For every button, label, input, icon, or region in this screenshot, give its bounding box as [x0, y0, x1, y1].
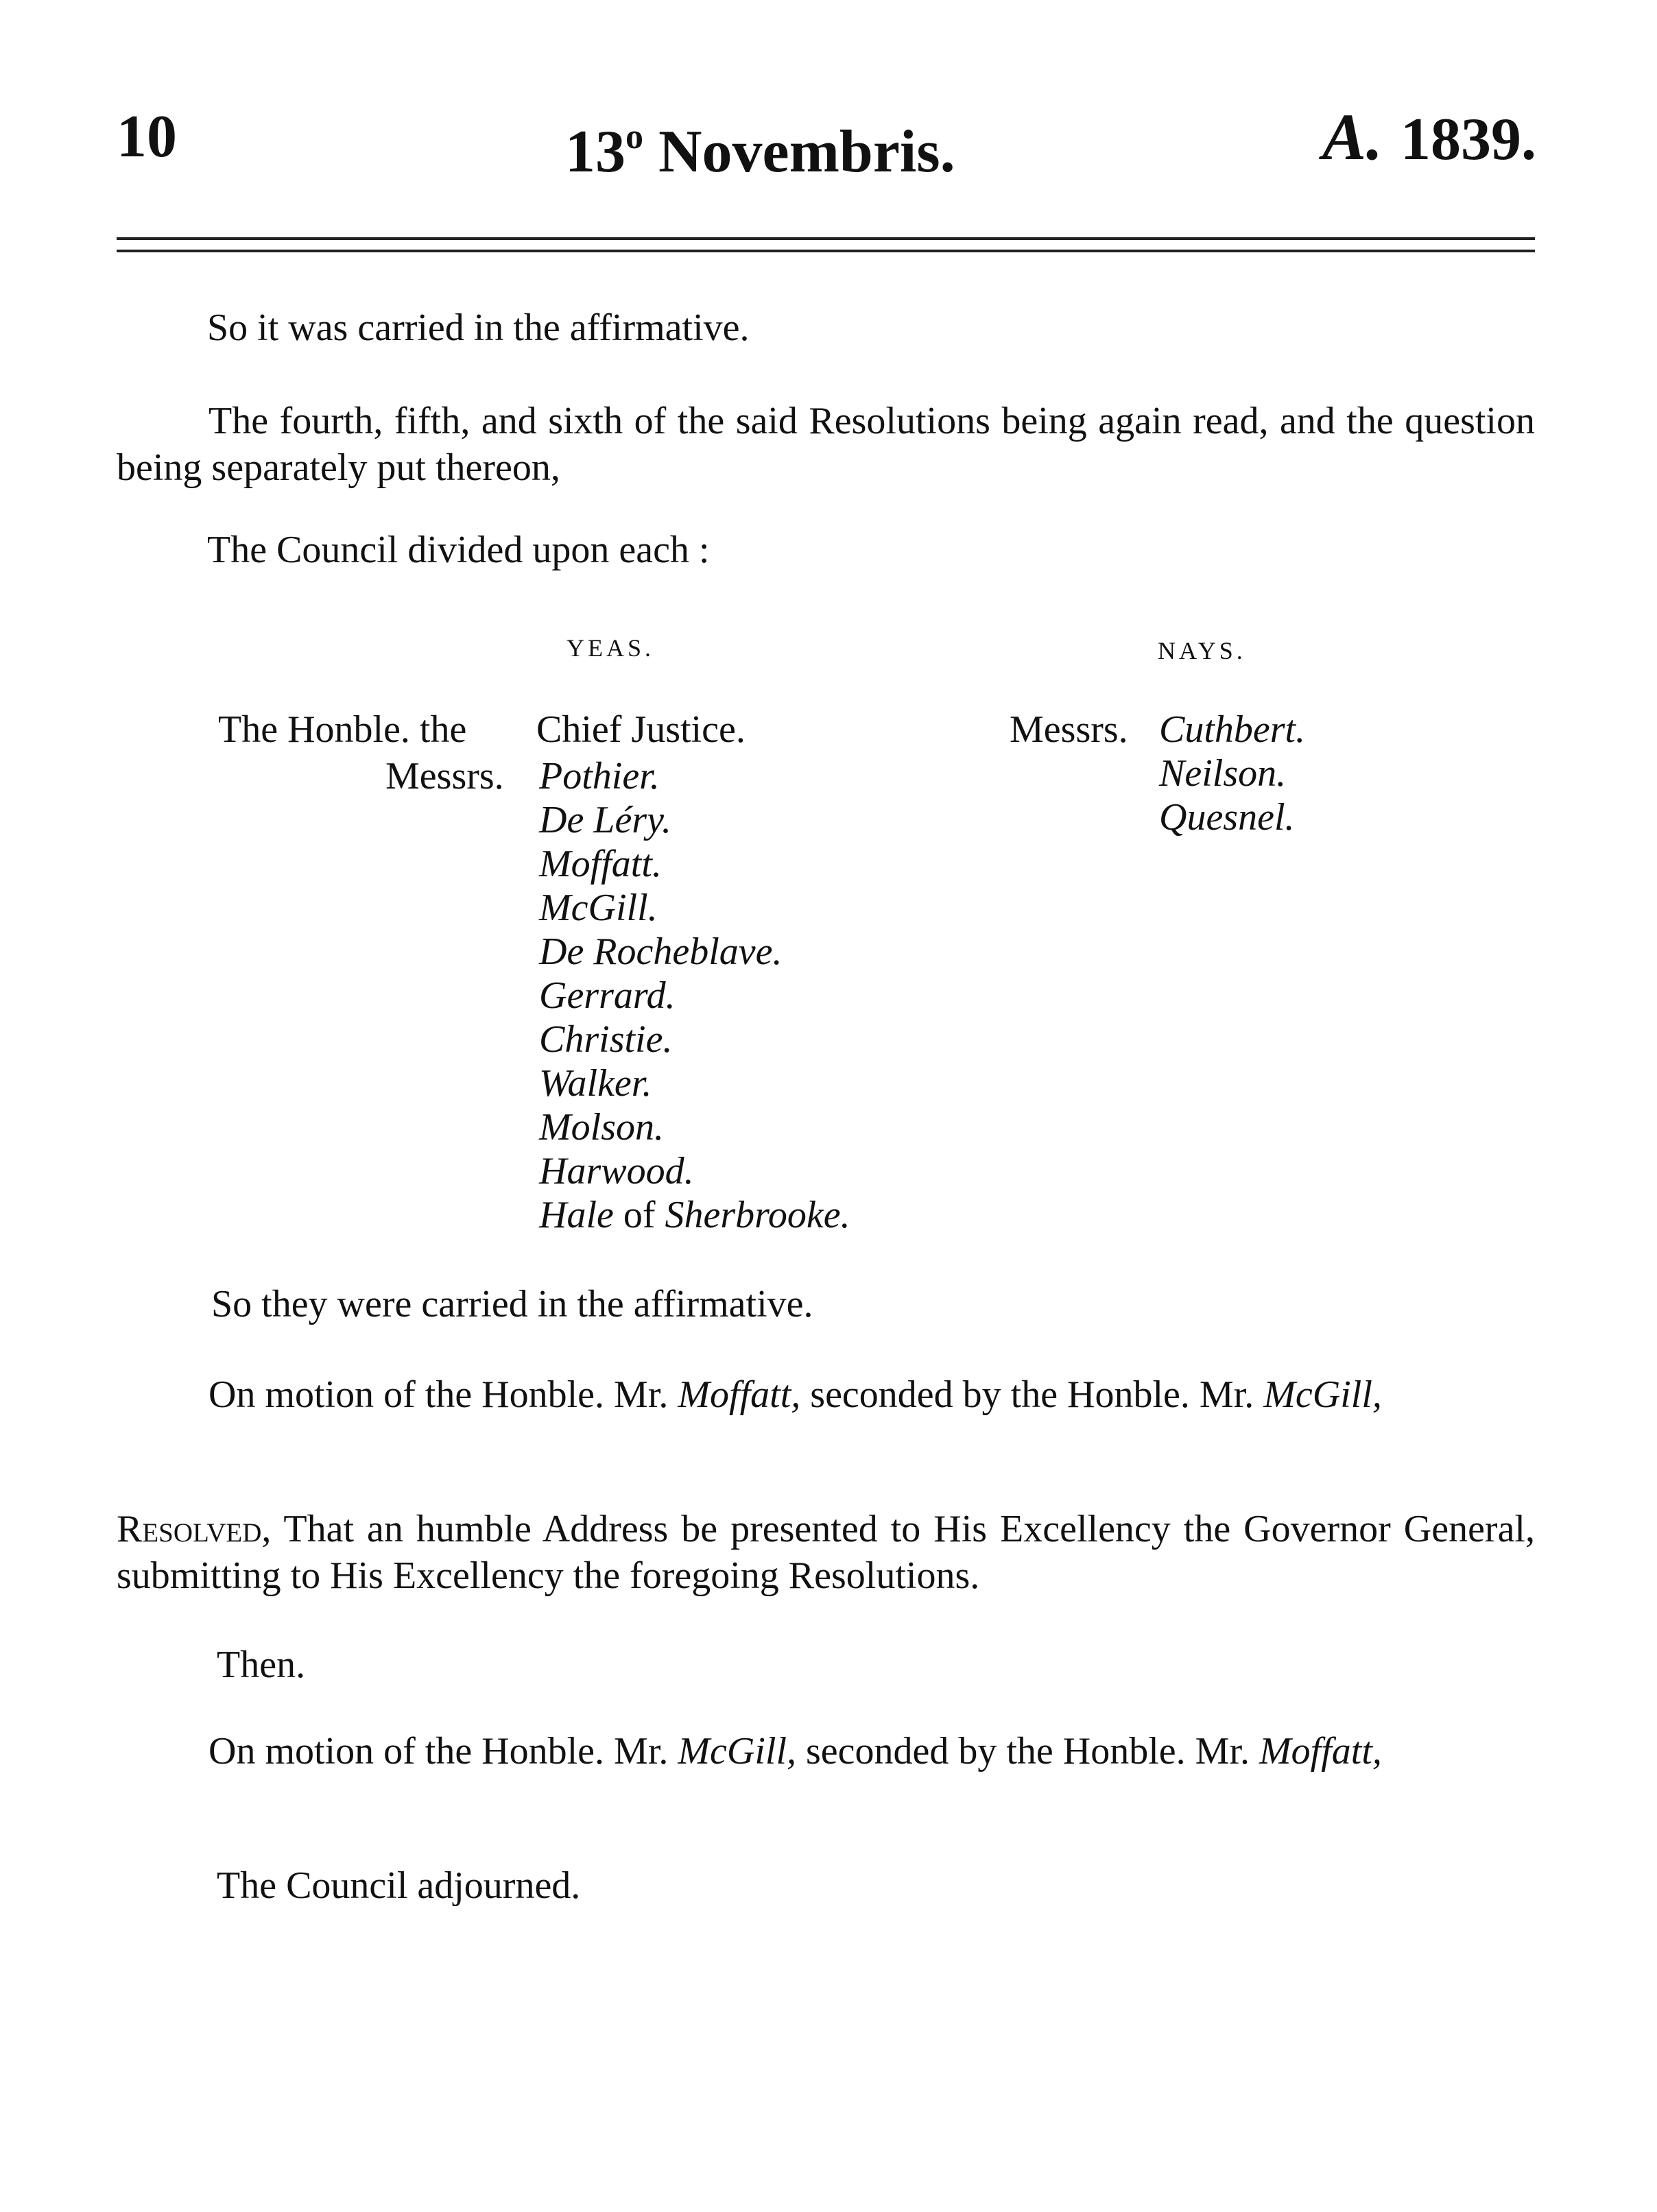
paragraph-resolutions-read: [117, 398, 1535, 491]
paragraph-adjourned: The Council adjourned.: [217, 1864, 581, 1907]
yeas-name: Walker.: [539, 1062, 652, 1105]
paragraph-council-divided: The Council divided upon each :: [207, 529, 710, 571]
paragraph-carried-1: So it was carried in the affirmative.: [207, 306, 750, 349]
paragraph-carried-2: So they were carried in the affirmative.: [211, 1283, 813, 1325]
header-rule-top: [117, 237, 1535, 240]
paragraph-resolutions-text: The fourth, fifth, and sixth of the said Resolutions being again read, and the question being separately put thereon,: [117, 400, 1535, 489]
motion-2-mover: McGill,: [678, 1730, 797, 1772]
motion-1-mover: Moffatt,: [678, 1373, 801, 1416]
yeas-last-place: Sherbrooke.: [665, 1194, 850, 1236]
nays-heading: NAYS.: [1158, 637, 1246, 664]
yeas-name: Gerrard.: [539, 974, 676, 1017]
motion-1-seconder: McGill,: [1263, 1373, 1382, 1416]
year: 1839.: [1400, 106, 1536, 173]
motion-1-seconded: seconded by the Honble. Mr.: [810, 1373, 1254, 1416]
yeas-name: McGill.: [539, 887, 658, 929]
paragraph-then: Then.: [217, 1644, 306, 1686]
yeas-messrs-label: Messrs.: [385, 755, 504, 797]
motion-2-seconder: Moffatt,: [1259, 1730, 1382, 1772]
resolved-text: That an humble Address be presented to His Excellency the Governor General, submitting to His Excellency the foregoing Resolutions.: [117, 1508, 1535, 1597]
page-number: 10: [117, 104, 177, 170]
header-rule-bottom: [117, 250, 1535, 252]
motion-1-text: On motion of the Honble. Mr.: [208, 1373, 669, 1416]
yeas-name: Christie.: [539, 1018, 673, 1061]
resolved-paragraph: [117, 1506, 1535, 1599]
yeas-last-name: Hale: [539, 1194, 614, 1236]
nays-name: Quesnel.: [1159, 796, 1295, 839]
nays-messrs-label: Messrs.: [1010, 708, 1128, 751]
date-month: Novembris.: [658, 119, 955, 185]
page-date-title: [565, 103, 955, 187]
nays-name: Cuthbert.: [1159, 708, 1306, 751]
motion-2-seconded: seconded by the Honble. Mr.: [806, 1730, 1250, 1772]
motion-1-line: [117, 1371, 1535, 1418]
nays-name: Neilson.: [1159, 752, 1287, 795]
yeas-name: Harwood.: [539, 1150, 694, 1192]
motion-2: [117, 1728, 1535, 1775]
yeas-name: Moffatt.: [539, 843, 662, 885]
yeas-first-name: Chief Justice.: [536, 708, 746, 751]
yeas-last-of: of: [623, 1194, 656, 1236]
yeas-name: Molson.: [539, 1106, 664, 1149]
yeas-name: De Rocheblave.: [539, 930, 783, 973]
date-ordinal: o: [625, 117, 643, 156]
yeas-last-entry: [539, 1192, 850, 1238]
year-prefix: A.: [1322, 100, 1383, 173]
yeas-heading: YEAS.: [567, 634, 655, 662]
resolved-label: Resolved,: [117, 1508, 272, 1550]
date-day: 13: [565, 119, 625, 185]
motion-2-line: [117, 1728, 1535, 1775]
yeas-name: Pothier.: [539, 755, 660, 797]
year-mark: [1322, 100, 1536, 174]
yeas-name: De Léry.: [539, 799, 671, 841]
yeas-first-prefix: The Honble. the: [218, 708, 467, 751]
motion-1: [117, 1371, 1535, 1418]
motion-2-text: On motion of the Honble. Mr.: [208, 1730, 669, 1772]
